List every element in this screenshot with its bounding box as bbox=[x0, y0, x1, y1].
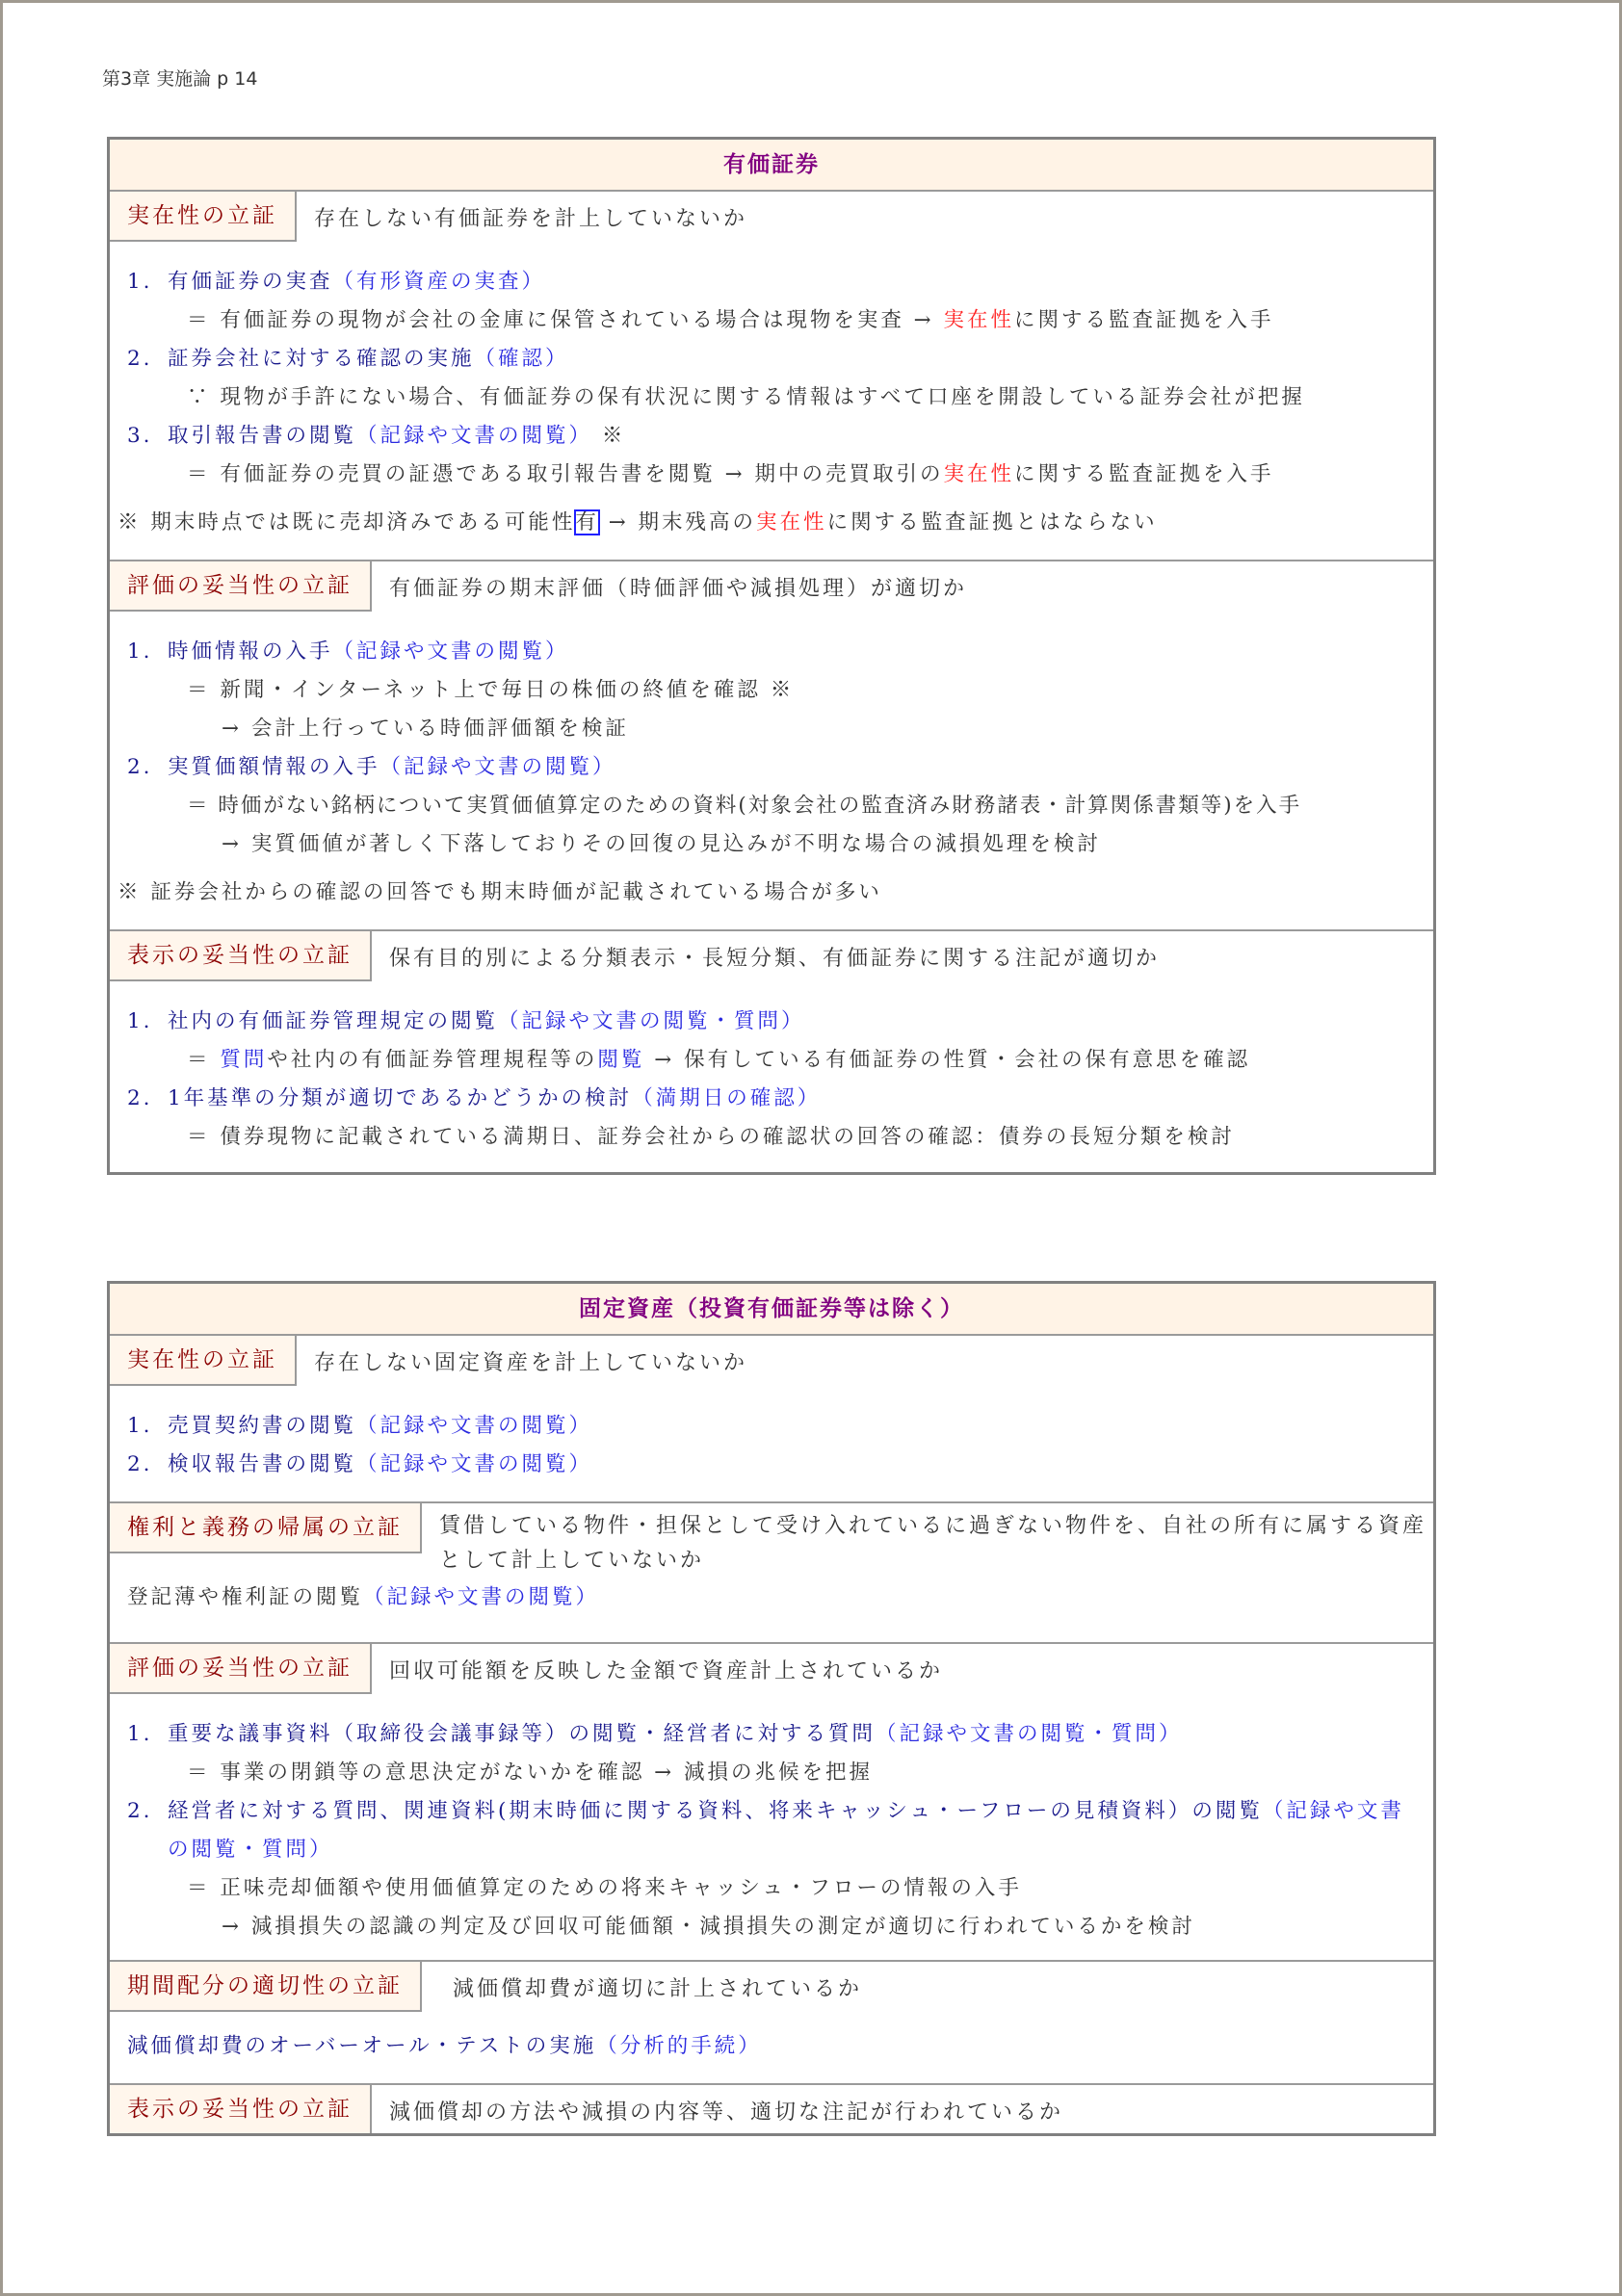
assertion-question: 存在しない有価証券を計上していないか bbox=[314, 207, 748, 231]
procedure-detail: → 実質価値が著しく下落しておりその回復の見込みが不明な場合の減損処理を検討 bbox=[222, 832, 1101, 856]
card-title: 有価証券 bbox=[110, 140, 1433, 192]
procedure-item: 1. 社内の有価証券管理規定の閲覧（記録や文書の閲覧・質問） bbox=[127, 1009, 805, 1033]
procedure-item: 2. 実質価額情報の入手（記録や文書の閲覧） bbox=[127, 755, 616, 779]
assertion-question: 減価償却の方法や減損の内容等、適切な注記が行われているか bbox=[389, 2100, 1064, 2125]
assertion-question: 保有目的別による分類表示・長短分類、有価証券に関する注記が適切か bbox=[389, 947, 1161, 971]
procedure-detail: → 減損損失の認識の判定及び回収可能価額・減損損失の測定が適切に行われているかを検討 bbox=[222, 1915, 1195, 1939]
assertion-question: 有価証券の期末評価（時価評価や減損処理）が適切か bbox=[389, 577, 968, 601]
assertion-question: 減価償却費が適切に計上されているか bbox=[453, 1977, 863, 2001]
procedure-item: 2. 検収報告書の閲覧（記録や文書の閲覧） bbox=[127, 1452, 593, 1476]
procedure-detail: ＝ 有価証券の売買の証憑である取引報告書を閲覧 → 期中の売買取引の実在性に関する監査証拠を入手 bbox=[187, 462, 1274, 486]
procedure-item: 2. 経営者に対する質問、関連資料(期末時価に関する資料、将来キャッシュ・ーフローの見積資料）の閲覧（記録や文書の閲覧・質問） bbox=[127, 1799, 1404, 1862]
assertion-label: 期間配分の適切性の立証 bbox=[110, 1962, 422, 2012]
procedure-item: 減価償却費のオーバーオール・テストの実施（分析的手続） bbox=[127, 2034, 762, 2058]
assertion-label: 評価の妥当性の立証 bbox=[110, 561, 372, 612]
assertion-question: 存在しない固定資産を計上していないか bbox=[314, 1351, 748, 1375]
procedure-item: 1. 時価情報の入手（記録や文書の閲覧） bbox=[127, 639, 569, 664]
section-existence bbox=[110, 1336, 1433, 1501]
assertion-label: 表示の妥当性の立証 bbox=[110, 931, 372, 981]
procedure-detail: ＝ 有価証券の現物が会社の金庫に保管されている場合は現物を実査 → 実在性に関する監査証拠を入手 bbox=[187, 308, 1274, 332]
procedure-detail: ＝ 新聞・インターネット上で毎日の株価の終値を確認 ※ bbox=[187, 678, 795, 702]
card-title: 固定資産（投資有価証券等は除く） bbox=[110, 1284, 1433, 1336]
procedure-detail: ∵ 現物が手許にない場合、有価証券の保有状況に関する情報はすべて口座を開設している証券会社が把握 bbox=[187, 385, 1305, 409]
procedure-detail: ＝ 正味売却価額や使用価値算定のための将来キャッシュ・フローの情報の入手 bbox=[187, 1876, 1022, 1900]
section-existence bbox=[110, 192, 1433, 560]
assertion-label: 権利と義務の帰属の立証 bbox=[110, 1503, 422, 1553]
procedure-item: 2. 証券会社に対する確認の実施（確認） bbox=[127, 347, 569, 371]
procedure-item: 3. 取引報告書の閲覧（記録や文書の閲覧） ※ bbox=[127, 424, 626, 448]
procedure-detail: ＝ 質問や社内の有価証券管理規程等の閲覧 → 保有している有価証券の性質・会社の保有意思を確認 bbox=[187, 1048, 1251, 1072]
procedure-detail: ＝ 時価がない銘柄について実質価値算定のための資料(対象会社の監査済み財務諸表・計算関係書類等)を入手 bbox=[187, 794, 1302, 818]
section-presentation bbox=[110, 929, 1433, 1172]
procedure-detail: ＝ 事業の閉鎖等の意思決定がないかを確認 → 減損の兆候を把握 bbox=[187, 1761, 874, 1785]
footnote: ※ 期末時点では既に売却済みである可能性有 → 期末残高の実在性に関する監査証拠とはならない bbox=[118, 510, 1158, 535]
section-valuation bbox=[110, 560, 1433, 929]
procedure-item: 2. 1年基準の分類が適切であるかどうかの検討（満期日の確認） bbox=[127, 1086, 822, 1110]
procedure-item: 1. 売買契約書の閲覧（記録や文書の閲覧） bbox=[127, 1414, 593, 1438]
assertion-label: 評価の妥当性の立証 bbox=[110, 1644, 372, 1694]
page-header: 第3章 実施論 p 14 bbox=[102, 68, 258, 90]
assertion-question: 回収可能額を反映した金額で資産計上されているか bbox=[389, 1659, 944, 1683]
procedure-item: 1. 重要な議事資料（取締役会議事録等）の閲覧・経営者に対する質問（記録や文書の閲覧・質問） bbox=[127, 1722, 1183, 1746]
section-period-allocation bbox=[110, 1960, 1433, 2083]
procedure-item: 登記薄や権利証の閲覧（記録や文書の閲覧） bbox=[127, 1585, 600, 1609]
assertion-label: 実在性の立証 bbox=[110, 192, 297, 242]
section-valuation bbox=[110, 1642, 1433, 1960]
footnote: ※ 証券会社からの確認の回答でも期末時価が記載されている場合が多い bbox=[118, 880, 882, 904]
procedure-item: 1. 有価証券の実査（有形資産の実査） bbox=[127, 270, 546, 294]
assertion-label: 実在性の立証 bbox=[110, 1336, 297, 1386]
procedure-detail: ＝ 債券現物に記載されている満期日、証券会社からの確認状の回答の確認：債券の長短分類を検討 bbox=[187, 1125, 1235, 1149]
assertion-label: 表示の妥当性の立証 bbox=[110, 2085, 372, 2133]
card-securities bbox=[107, 137, 1436, 1175]
assertion-question: 賃借している物件・担保として受け入れているに過ぎない物件を、自社の所有に属する資産として計上していないか bbox=[439, 1514, 1427, 1573]
section-rights-obligations bbox=[110, 1501, 1433, 1642]
card-fixed-assets bbox=[107, 1281, 1436, 2136]
section-presentation bbox=[110, 2083, 1433, 2133]
procedure-detail: → 会計上行っている時価評価額を検証 bbox=[222, 717, 629, 741]
